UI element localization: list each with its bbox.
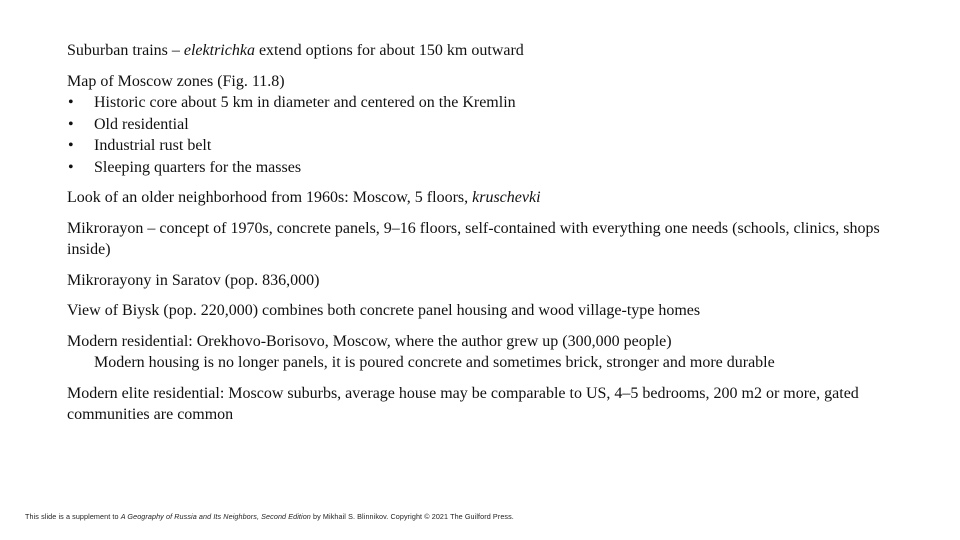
elite-residential-paragraph: Modern elite residential: Moscow suburbs, average house may be comparable to US, 4–5 bedrooms, 200 m2 or more, gated communities are common xyxy=(67,384,859,423)
slide-content xyxy=(67,40,897,435)
moscow-zones-list xyxy=(67,92,897,178)
zone-item-old-residential xyxy=(67,114,897,136)
zone-item-sleeping-quarters xyxy=(67,157,897,179)
zone-item-label: Old residential xyxy=(94,115,189,133)
modern-housing-subparagraph: Modern housing is no longer panels, it is poured concrete and sometimes brick, stronger and more durable xyxy=(94,354,775,371)
bullet-icon: • xyxy=(68,137,74,154)
zone-item-label: Historic core about 5 km in diameter and centered on the Kremlin xyxy=(94,94,516,111)
copyright-footer xyxy=(25,512,514,521)
zone-item-label: Sleeping quarters for the masses xyxy=(94,158,302,176)
bullet-icon: • xyxy=(68,158,74,176)
older-neighborhood-paragraph xyxy=(67,187,897,209)
footer-prefix: This slide is a supplement to xyxy=(25,512,121,521)
elektrichka-term: elektrichka xyxy=(183,42,255,59)
footer-suffix: by Mikhail S. Blinnikov. Copyright © 2021 The Guilford Press. xyxy=(310,512,514,521)
modern-residential-paragraph: Modern residential: Orekhovo-Borisovo, Moscow, where the author grew up (300,000 people) xyxy=(67,332,672,350)
saratov-paragraph: Mikrorayony in Saratov (pop. 836,000) xyxy=(67,271,320,289)
suburban-trains-suffix: extend options for about 150 km outward xyxy=(254,42,524,59)
zone-item-label: Industrial rust belt xyxy=(94,137,212,154)
zone-item-industrial-belt xyxy=(67,135,897,157)
mikrorayon-paragraph: Mikrorayon – concept of 1970s, concrete panels, 9–16 floors, self-contained with everything one needs (schools, clinics, shops inside) xyxy=(67,219,880,258)
bullet-icon: • xyxy=(68,115,74,133)
older-neighborhood-prefix: Look of an older neighborhood from 1960s: Moscow, 5 floors, xyxy=(67,189,473,206)
bullet-icon: • xyxy=(68,94,74,111)
suburban-trains-paragraph xyxy=(67,40,897,62)
kruschevki-term: kruschevki xyxy=(472,189,541,206)
moscow-zones-heading: Map of Moscow zones (Fig. 11.8) xyxy=(67,72,285,90)
footer-book-title: A Geography of Russia and Its Neighbors, Second Edition xyxy=(120,512,311,521)
biysk-paragraph: View of Biysk (pop. 220,000) combines both concrete panel housing and wood village-type homes xyxy=(67,302,701,319)
suburban-trains-prefix: Suburban trains – xyxy=(67,42,184,59)
zone-item-historic-core xyxy=(67,92,897,114)
